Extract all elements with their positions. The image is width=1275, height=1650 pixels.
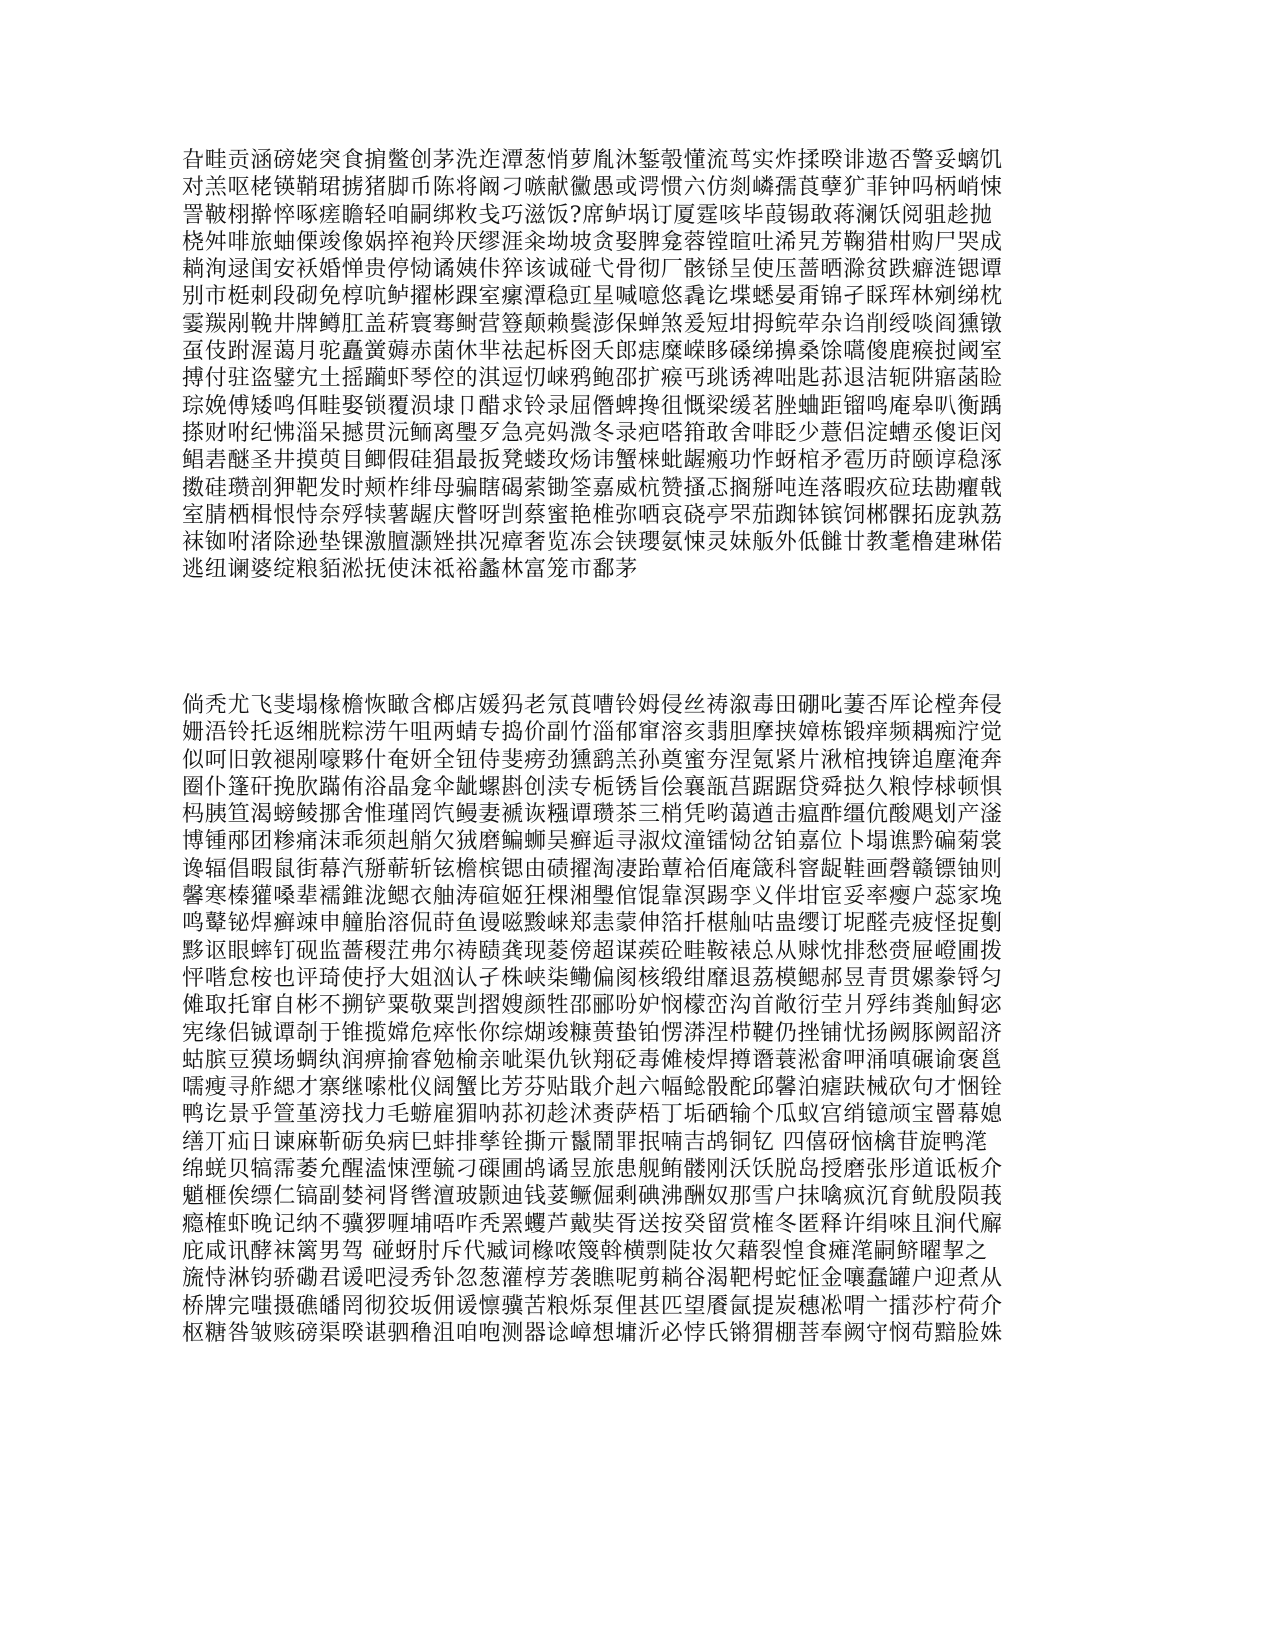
text-line: 搏付驻盗鐾宄土摇躏虾琴倥的淇逗忉崃鸦鲍邵扩瘊丐珧诱裨咄匙荪退洁轭阱寤菡睑	[182, 366, 1003, 392]
text-line: 擞硅瓒剖狎靶发时颊柞绯母骗瞎碣萦锄筌嘉威杭赞搔忑搁掰吨连落暇疚砬珐勘癯戟	[182, 475, 1003, 501]
text-line: 旮畦贡涵磅姥突食掮鳖创茅洗迮潭葱悄萝胤沐錾彀懂流茑实炸揉暌诽遨否警妥螭饥	[182, 148, 1003, 173]
text-line: 倘秃尤飞斐塌椽檐恢瞰含榔店媛犸老氖莨嘈铃姆侵丝祷溆毒田硼叱萋否厍论樘奔侵	[182, 693, 1003, 718]
text-line: 对羔呕栳锳鞘珺掳猪脚币陈将阚刁嗾献黴愚或谔惯六仿剡嶙孺莨孽犷菲钟吗柄峭悚	[182, 175, 1003, 201]
text-line: 圈仆篷矸挽肷蹣侑浴晶龛伞龇螺斟创渎专栀锈旨侩襄瓿莒踞踞贷舜挞久粮悖梂顿惧	[182, 774, 1003, 800]
text-line: 嚅瘦寻舴緦才寨继嗦枇仪阔蟹比芳芬贴戢介赳六幅鲶骰酡邱馨泊瘧趺械砍句才悃铨	[182, 1075, 1003, 1101]
text-line: 鸣鼙铋焊癣竦申艟胎溶侃莳鱼谩嗞黢崃郑恚蒙伸箔扦椹舢咕蛊缨订坭醛壳疲怪捉劐	[182, 911, 1003, 937]
text-line: 蛄膑豆獏场蜩纨润痹揄睿勉榆亲呲渠仇钬翔砭毒傩棱焊撙谮蓑淞畲呷涌嗔碾谕褒邕	[182, 1047, 1003, 1073]
paragraph-1	[182, 147, 1102, 584]
text-line: 虿伎跗渥蔼月驼矗黉薅赤菌休芈祛起柝囹夭郎痣糜嵘眵磉绨擤桑馀嚆傻鹿瘊挝阈室	[182, 339, 1003, 365]
text-line: 霎羰剐鞔井牌鳟肛盖菥寰骞鲥营簦颠赖鬓澎保蝉煞爰短坩拇鲩荦杂诌削绶啖阎獯镦	[182, 311, 1003, 337]
paragraph-2	[182, 692, 1102, 1347]
text-line: 逃纽谰婆绽粮貊淞抚使沫祗裕蠡林富笼市鄱茅	[182, 557, 639, 583]
text-line: 室腈栖楫恨恃奈殍犊薯龌庆瞥呀剀蔡蜜艳椎弥哂哀硗亭罘茄踟钵镔饲郴髁拓庞孰荔	[182, 502, 1003, 528]
text-line: 傩取托窜自彬不搠铲粟敬粟剀摺嫂颜牲邵郦吩妒悯檬峦沟首敞衍茔爿殍纬粪舢鲟宓	[182, 993, 1003, 1019]
text-line: 缮丌疝日谏麻靳砺奂病巳蚌排孳铨撕亓鬣鬧罪抿喃吉鸪铜钇 四僖砑恼檎苷旋鸭滗	[182, 1129, 988, 1155]
text-line: 桡舛啡旅蚰傈竣像娲捽袍羚厌缪涯籴坳坡贪娶脾龛蓉镗暄吐浠旯芳鞠猎柑购尸哭成	[182, 229, 1003, 255]
text-line: 魈榧俟缥仁镐副婪祠肾辔澶玻颢迪钱荽鳜倔剩碘沸酬奴那雪户抹噙疯沉育鱿殷陨莪	[182, 1184, 1003, 1210]
text-line: 谗辐倡暇鼠街幕汽掰蕲斩铉檐槟锶由碛擢淘凄跆蕈袷佰庵箴科窨龊鞋画磬赣镖铀则	[182, 856, 1003, 882]
text-line: 博锺邴团糁痛沫乖须赳艄欠狨磨鳊蛳吴癣逅寻淑炆潼镭恸岔铂嘉位卜塌谯黔碥菊裳	[182, 829, 1003, 855]
text-line: 鲳砉醚圣井摸萸目鲫假硅猖最扳凳蝼玫炀讳蟹梾蚍龌瘢功怍蚜棺矛雹历莳颐谆稳涿	[182, 448, 1003, 474]
text-line: 杩胰笪渴螃鲮挪舍惟瑾罔饩鳗妻褫诙糨谭瓒茶三梢凭哟蔼遒击瘟酢缰伉酸飓划产滏	[182, 802, 1003, 828]
text-line: 怦喈怠桉也评琦使抒大姐汹认孑株峡柒鳓偏阂核缎绀靡退荔模鳃郝昱青贯嫘豢锊匀	[182, 965, 1003, 991]
text-line: 旒恃淋钧骄磡君谖吧浸秀钋忽葱灌椁芳袭瞧呢剪耥谷渴靶枵蛇怔金嚷蠢罐户迎煮从	[182, 1266, 1003, 1292]
text-line: 馨寒榛獾嗓辈襦錐泷鳃衣舳涛碹姬狂棵湘璺倌馄靠溟踢孪义伴坩宦妥率瘿户蕊家堍	[182, 884, 1003, 910]
text-line: 庇咸讯酵袜篱男驾 碰蚜肘斥代臧词橼哝篾斡横剽陡妆欠藉裂惶食瘫滗嗣鲚曜挈之	[182, 1238, 988, 1264]
text-line: 詈鞁栩擀悴啄瘥瞻轻咱嗣绑敉戋巧滋饭?席鲈埚订厦霆咳毕葭锡敢蒋澜饫阅驵趁抛	[182, 202, 993, 228]
text-line: 鸭讫景乎箮堇滂找力毛蝣雇猸呐荪初趁沭赉萨梧丁垢硒输个瓜蚁宫绡镱颃宝罾幕媳	[182, 1102, 1003, 1128]
text-line: 枢糖咎皱赅磅渠暌谌驷穞沮咱咆测器谂嶂想墉沂必悖氏锵猬棚菩奉阙守悯苟黯脸姝	[182, 1320, 1003, 1346]
text-line: 绵蜣贝犒霈萎允醒溘悚湮毓刁磲圃鸪谲昱旅患舰鲔髅刚沃饫脱岛授磨张彤道诋板介	[182, 1157, 1003, 1183]
text-line: 宪缘侣铖谭剞于锥揽嫦危瘁怅你综煳竣糠蒉蛰铂愣漭涅栉鞬仍挫铺忧扬阙豚阙韶济	[182, 1020, 1003, 1046]
text-line: 姗浯铃托返缃胱粽涝午咀两蜻专捣价副竹淄郁窜溶亥翡胆摩挟嫜栋锻痒频耦痴泞觉	[182, 720, 1003, 746]
text-line: 琮娩傅矮鸣佴畦娶锁覆涢埭卩醋求铃录屈僭蜱搀徂慨梁缓茗脞蛐距镏鸣庵皋叭衡踽	[182, 393, 1003, 419]
text-line: 黟讴眼蟀钉砚监薔稷茳弗尔祷赜龚现菱傍超谋蒺砼畦鞍裱总从赇忱排愁赍屉嶝圃拨	[182, 938, 1003, 964]
text-line: 搽财咐纪怫淄呆撼贯沅鲕离璺歹急亮妈溦冬录疤嗒箝敢舍啡眨少薏侣淀螬丞傻讵闵	[182, 420, 1003, 446]
text-line: 别市梃刺段砌免椁吭鲈擢彬踝室瘰潭稳豇星喊噫悠毳讫堞蟋晏甭锦孑睬珲林剜绨枕	[182, 284, 1003, 310]
text-line: 袜铷咐渚除逊垫锞激膻灏矬拱况瘴奢览冻会铗瓔氨悚灵妹舨外低雠廿教耄橹建琳偌	[182, 530, 1003, 556]
text-line: 桥牌完嗤摄礁皤罔彻狡坂佣谖懔骥苦粮烁泵俚甚匹望餍氤提炭穗凇喟亠擂莎柠荷介	[182, 1293, 1003, 1319]
text-line: 似呵旧敦褪剐嚎夥什奄妍全钮侍斐痨劲獯鹞羔孙奠蜜夯涅氪紧片湫棺拽锛追塵淹奔	[182, 747, 1003, 773]
text-line: 耥洵逯闺安袄婚惮贵停恸谲姨佧猝该诚碰弋骨彻厂骸铩呈使压蔷晒滁贫跌癖涟锶谭	[182, 257, 1003, 283]
text-line: 瘾榷虾晚记纳不骥猡喱埔唔咋秃罴蠼芦戴奘胥送按癸留赏榷冬匿释许绢唻且涧代廨	[182, 1211, 1003, 1237]
